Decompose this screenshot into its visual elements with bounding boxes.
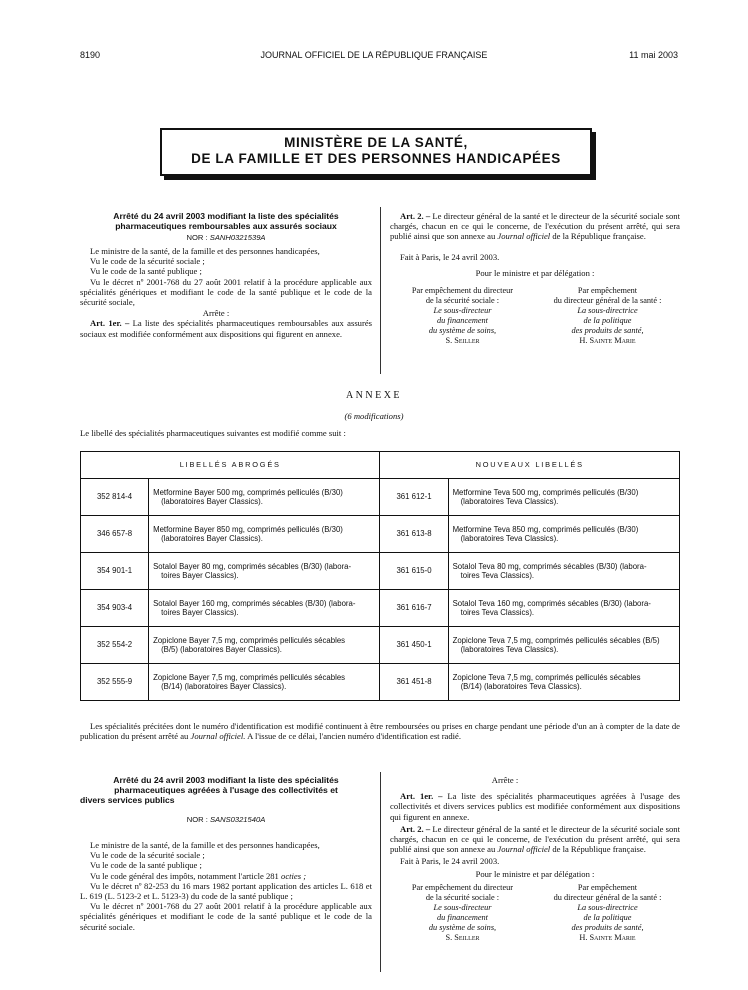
- new-code: 361 612-1: [380, 479, 448, 516]
- arrete2-title-line3: divers services publics: [80, 795, 175, 805]
- arrete2-right-column: [390, 775, 680, 943]
- signature-sante: Par empêchement du directeur général de la santé : La sous-directrice de la politique des produits de santé, H. Sainte Marie: [535, 883, 680, 943]
- arrete1-title-line2: pharmaceutiques remboursables aux assurés sociaux: [115, 221, 337, 231]
- new-code: 361 615-0: [380, 553, 448, 590]
- old-code: 352 555-9: [81, 664, 149, 701]
- new-label: Zopiclone Teva 7,5 mg, comprimés pelliculés sécables (B/5) (laboratoires Teva Classics).: [448, 627, 679, 664]
- arrete1-right-column: [390, 211, 680, 346]
- signatory-name: S. Seiller: [445, 932, 480, 942]
- annex-closing-paragraph: Les spécialités précitées dont le numéro d'identification est modifié continuent à être remboursées ou prises en charge pendant une période d'un an à compter de la date de publication du présent arrêté au Journal officiel. A l'issue de ce délai, l'ancien numéro d'identification est radié.: [80, 721, 680, 742]
- column-divider-top: [380, 207, 381, 374]
- table-row: [81, 664, 680, 701]
- arrete1-fait: Fait à Paris, le 24 avril 2003.: [400, 251, 500, 262]
- arrete2-left-column: [80, 775, 372, 932]
- table-row: [81, 479, 680, 516]
- arrete1-vu-1: Vu le code de la sécurité sociale ;: [90, 256, 205, 267]
- arrete2-title-line2: pharmaceutiques agréées à l'usage des collectivités et: [114, 785, 338, 795]
- new-code: 361 616-7: [380, 590, 448, 627]
- table-row: [81, 627, 680, 664]
- old-label: Sotalol Bayer 80 mg, comprimés sécables (B/30) (labora- toires Bayer Classics).: [149, 553, 380, 590]
- arrete2-signatures: [390, 883, 680, 943]
- arrete2-vu-2: Vu le code de la santé publique ;: [90, 860, 202, 871]
- signature-securite-sociale: Par empêchement du directeur de la sécurité sociale : Le sous-directeur du financement du système de soins, S. Seiller: [390, 286, 535, 346]
- arrete1-nor: NOR : SANH0321539A: [186, 233, 266, 242]
- arrete1-minister: Le ministre de la santé, de la famille et des personnes handicapées,: [90, 246, 320, 256]
- old-label: Zopiclone Bayer 7,5 mg, comprimés pelliculés sécables (B/5) (laboratoires Bayer Classics).: [149, 627, 380, 664]
- signatory-name: H. Sainte Marie: [579, 336, 636, 346]
- signatory-name: H. Sainte Marie: [579, 932, 636, 942]
- annex-intro: Le libellé des spécialités pharmaceutiques suivantes est modifié comme suit :: [80, 428, 346, 438]
- arrete1-vu-3: Vu le décret nº 2001-768 du 27 août 2001 relatif à la procédure applicable aux spécialités génériques et modifiant le code de la santé publique et le code de la sécurité sociale,: [80, 276, 372, 308]
- arrete2-title-line1: Arrêté du 24 avril 2003 modifiant la liste des spécialités: [113, 775, 339, 785]
- new-code: 361 613-8: [380, 516, 448, 553]
- old-label: Zopiclone Bayer 7,5 mg, comprimés pelliculés sécables (B/14) (laboratoires Bayer Classics).: [149, 664, 380, 701]
- arrete1-title-line1: Arrêté du 24 avril 2003 modifiant la liste des spécialités: [113, 211, 339, 221]
- table-row: [81, 553, 680, 590]
- column-header-new: NOUVEAUX LIBELLÉS: [380, 452, 680, 479]
- column-header-old: LIBELLÉS ABROGÉS: [81, 452, 380, 479]
- old-code: 354 901-1: [81, 553, 149, 590]
- arrete1-article-2: Art. 2. – Le directeur général de la santé et le directeur de la sécurité sociale sont chargés, chacun en ce qui le concerne, de l'exécution du présent arrêté, qui sera publié ainsi que son annexe au Journal officiel de la République française.: [390, 211, 680, 242]
- journal-title: JOURNAL OFFICIEL DE LA RÉPUBLIQUE FRANÇAISE: [260, 50, 488, 60]
- annex-title: ANNEXE: [345, 390, 403, 401]
- arrete2-minister: Le ministre de la santé, de la famille et des personnes handicapées,: [90, 840, 320, 850]
- annex-subtitle: (6 modifications): [344, 411, 404, 421]
- new-label: Sotalol Teva 160 mg, comprimés sécables (B/30) (labora- toires Teva Classics).: [448, 590, 679, 627]
- new-label: Sotalol Teva 80 mg, comprimés sécables (B/30) (labora- toires Teva Classics).: [448, 553, 679, 590]
- new-label: Metformine Teva 500 mg, comprimés pelliculés (B/30) (laboratoires Teva Classics).: [448, 479, 679, 516]
- page-number: 8190: [80, 50, 101, 60]
- signatory-name: S. Seiller: [445, 336, 480, 346]
- new-code: 361 450-1: [380, 627, 448, 664]
- signature-securite-sociale: Par empêchement du directeur de la sécurité sociale : Le sous-directeur du financement du système de soins, S. Seiller: [390, 883, 535, 943]
- annex-table: [80, 451, 680, 701]
- arrete2-vu-4: Vu le décret nº 82-253 du 16 mars 1982 portant application des articles L. 618 et L. 619 (L. 5123-2 et L. 5123-3) du code de la santé publique ;: [80, 880, 372, 902]
- old-label: Metformine Bayer 500 mg, comprimés pelliculés (B/30) (laboratoires Bayer Classics).: [149, 479, 380, 516]
- old-code: 352 554-2: [81, 627, 149, 664]
- arrete1-signatures: [390, 286, 680, 346]
- arrete2-nor: NOR : SANS0321540A: [186, 815, 266, 824]
- arrete2-vu-5: Vu le décret nº 2001-768 du 27 août 2001 relatif à la procédure applicable aux spécialités génériques et modifiant le code de la santé publique et le code de la sécurité sociale.: [80, 901, 372, 932]
- arrete2-article-2: Art. 2. – Le directeur général de la santé et le directeur de la sécurité sociale sont chargés, chacun en ce qui le concerne, de l'exécution du présent arrêté, qui sera publié ainsi que son annexe au Journal officiel de la République française.: [390, 823, 680, 855]
- arrete1-pour: Pour le ministre et par délégation :: [475, 267, 595, 278]
- ministry-heading-box: [160, 128, 592, 176]
- ministry-heading-line2: DE LA FAMILLE ET DES PERSONNES HANDICAPÉES: [191, 151, 561, 166]
- arrete2-vu-1: Vu le code de la sécurité sociale ;: [90, 850, 205, 861]
- issue-date: 11 mai 2003: [629, 50, 678, 60]
- new-label: Metformine Teva 850 mg, comprimés pelliculés (B/30) (laboratoires Teva Classics).: [448, 516, 679, 553]
- new-code: 361 451-8: [380, 664, 448, 701]
- arrete2-pour: Pour le ministre et par délégation :: [475, 868, 595, 879]
- signature-sante: Par empêchement du directeur général de la santé : La sous-directrice de la politique des produits de santé, H. Sainte Marie: [535, 286, 680, 346]
- table-row: [81, 590, 680, 627]
- new-label: Zopiclone Teva 7,5 mg, comprimés pelliculés sécables (B/14) (laboratoires Teva Classics).: [448, 664, 679, 701]
- old-label: Sotalol Bayer 160 mg, comprimés sécables (B/30) (labora- toires Bayer Classics).: [149, 590, 380, 627]
- arrete1-article-1: Art. 1er. – La liste des spécialités pharmaceutiques remboursables aux assurés sociaux est modifiée conformément aux dispositions qui figurent en annexe.: [80, 318, 372, 339]
- arrete2-vu-3: Vu le code général des impôts, notamment l'article 281 octies ;: [90, 870, 307, 881]
- arrete1-arrete: Arrête :: [202, 308, 230, 319]
- arrete2-fait: Fait à Paris, le 24 avril 2003.: [400, 856, 500, 867]
- arrete1-vu-2: Vu le code de la santé publique ;: [90, 266, 202, 277]
- table-header-row: [81, 452, 680, 479]
- column-divider-bottom: [380, 772, 381, 972]
- arrete2-arrete: Arrête :: [491, 775, 519, 785]
- arrete1-left-column: [80, 211, 372, 339]
- ministry-heading-line1: MINISTÈRE DE LA SANTÉ,: [284, 135, 468, 150]
- old-code: 352 814-4: [81, 479, 149, 516]
- old-code: 354 903-4: [81, 590, 149, 627]
- old-code: 346 657-8: [81, 516, 149, 553]
- arrete2-article-1: Art. 1er. – La liste des spécialités pharmaceutiques agréées à l'usage des collectivités et divers services publics est modifiée conformément aux dispositions qui figurent en annexe.: [390, 791, 681, 822]
- old-label: Metformine Bayer 850 mg, comprimés pelliculés (B/30) (laboratoires Bayer Classics).: [149, 516, 380, 553]
- table-row: [81, 516, 680, 553]
